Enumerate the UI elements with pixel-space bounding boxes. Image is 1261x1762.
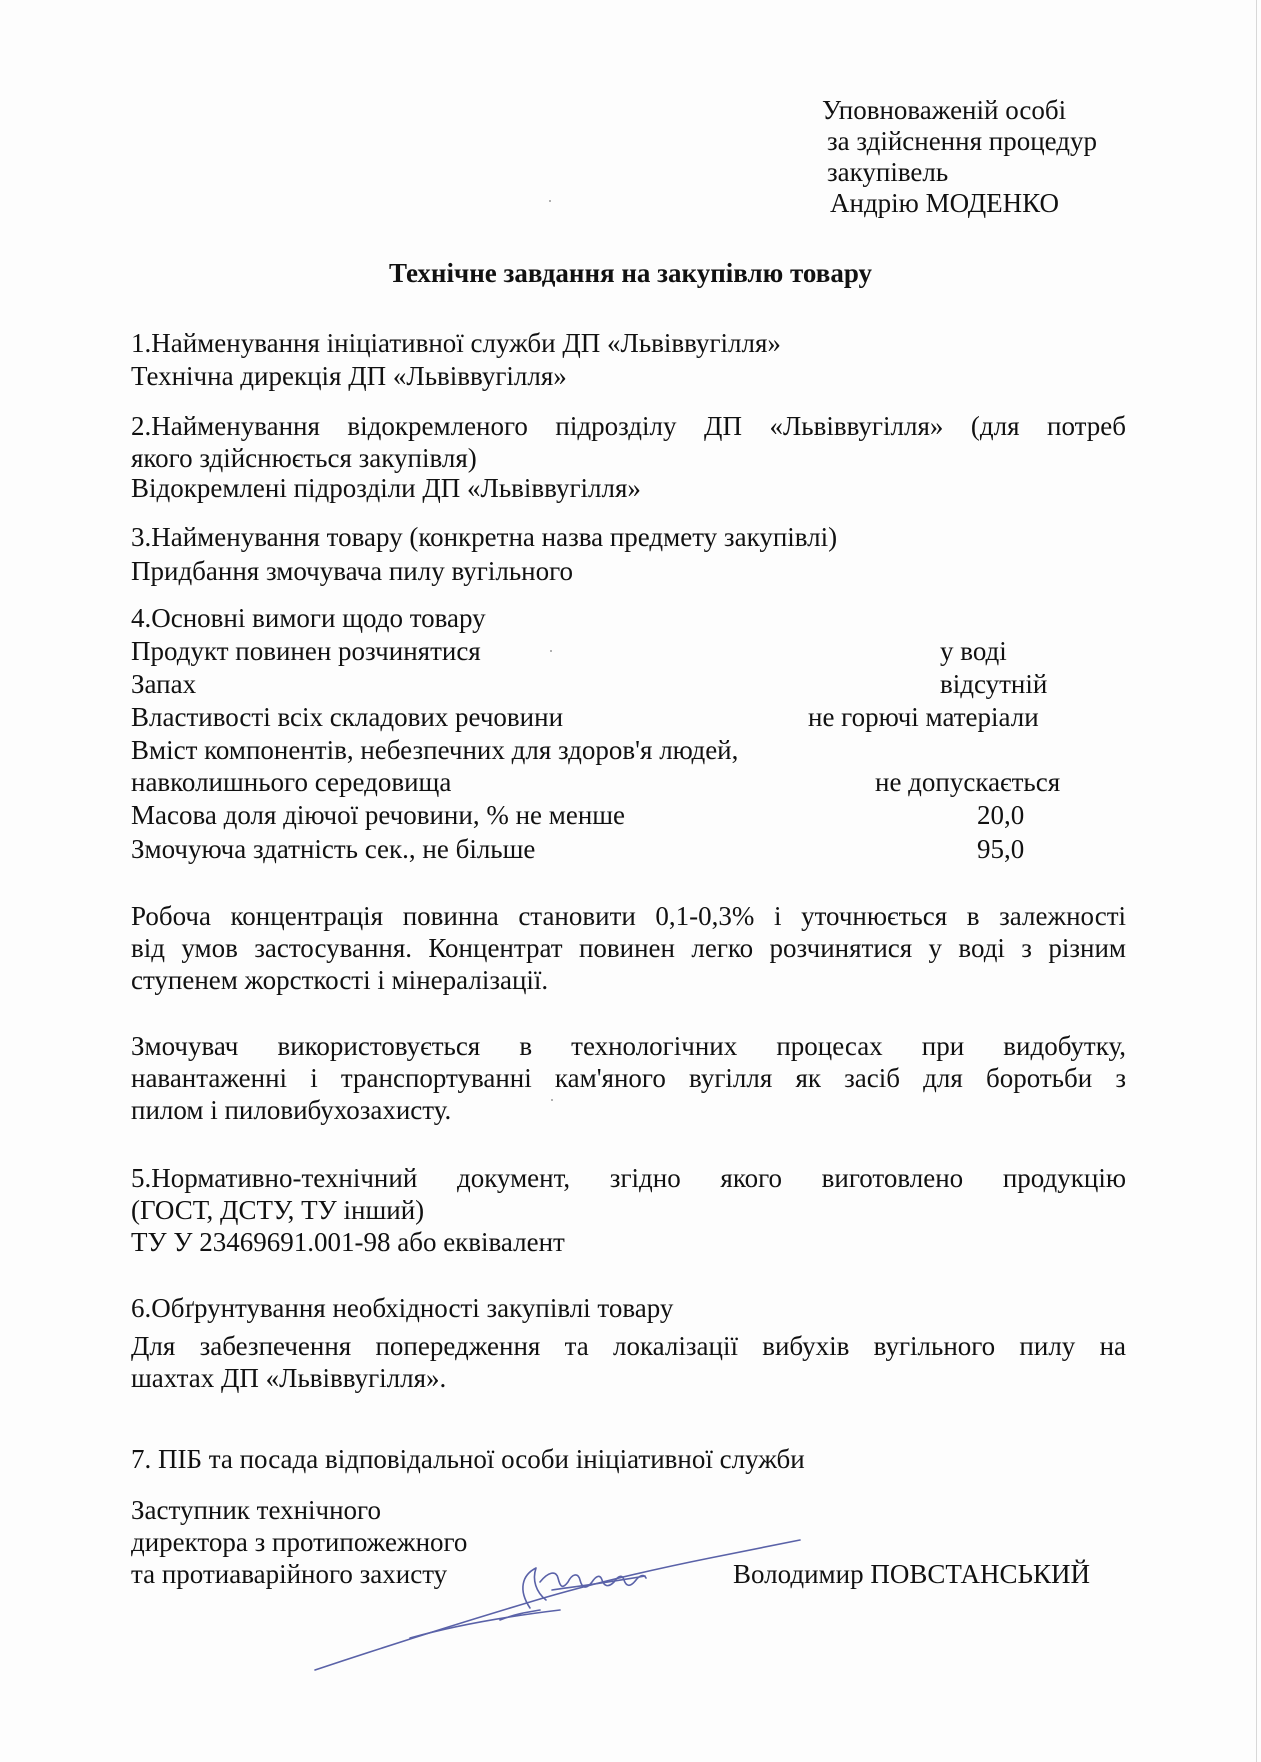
requirement-label: Запах (131, 669, 197, 699)
requirement-value: не допускається (875, 767, 1061, 797)
scan-speck (550, 650, 552, 652)
section5-value: ТУ У 23469691.001-98 або еквівалент (131, 1227, 565, 1257)
signatory-name: Володимир ПОВСТАНСЬКИЙ (733, 1559, 1090, 1589)
section3-value: Придбання змочувача пилу вугільного (131, 556, 573, 586)
section6-value-line: Для забезпечення попередження та локалізації вибухів вугільного пилу на (131, 1331, 1126, 1361)
addressee-line: за здійснення процедур (827, 126, 1098, 156)
signature-stroke (315, 1540, 800, 1670)
requirement-value: не горючі матеріали (808, 702, 1039, 732)
requirement-label: Вміст компонентів, небезпечних для здоров'я людей, (131, 735, 739, 765)
signatory-position: Заступник технічного (131, 1495, 381, 1525)
section3-heading: 3.Найменування товару (конкретна назва предмету закупівлі) (131, 522, 838, 552)
addressee-line: Уповноваженій особі (822, 95, 1067, 125)
paragraph-line: від умов застосування. Концентрат повинен легко розчинятися у воді з різним (131, 933, 1126, 963)
requirement-label: Продукт повинен розчинятися (131, 636, 481, 666)
paragraph-line: Робоча концентрація повинна становити 0,1-0,3% і уточнюється в залежності (131, 901, 1126, 931)
signature-stroke (410, 1610, 560, 1638)
requirement-label: Змочуюча здатність сек., не більше (131, 834, 536, 864)
section2-heading (131, 410, 1126, 474)
concentration-paragraph (131, 900, 1126, 996)
section2-heading-line: якого здійснюється закупівля) (131, 443, 477, 473)
signature-stroke (523, 1568, 546, 1608)
signatory-position: та протиаварійного захисту (131, 1559, 448, 1589)
scan-speck (551, 1099, 553, 1101)
usage-paragraph (131, 1030, 1126, 1126)
paragraph-line: пилом і пиловибухозахисту. (131, 1095, 452, 1125)
section2-value: Відокремлені підрозділи ДП «Львіввугілля» (131, 473, 641, 503)
paragraph-line: ступенем жорсткості і мінералізації. (131, 965, 549, 995)
section6-value-line: шахтах ДП «Львіввугілля». (131, 1363, 447, 1393)
section1-value: Технічна дирекція ДП «Львіввугілля» (131, 361, 567, 391)
addressee-name: Андрію МОДЕНКО (830, 188, 1060, 218)
section2-heading-line: 2.Найменування відокремленого підрозділу ДП «Львіввугілля» (для потреб (131, 411, 1126, 441)
document-title: Технічне завдання на закупівлю товару (388, 258, 872, 288)
addressee-line: закупівель (827, 157, 949, 187)
requirement-label: Властивості всіх складових речовини (131, 702, 564, 732)
section5-heading (131, 1162, 1126, 1226)
section6-value (131, 1330, 1126, 1394)
section6-heading: 6.Обґрунтування необхідності закупівлі товару (131, 1293, 674, 1323)
signature-stroke (552, 1576, 645, 1590)
requirement-value: 20,0 (977, 800, 1025, 830)
paragraph-line: навантаженні і транспортуванні кам'яного вугілля як засіб для боротьби з (131, 1063, 1126, 1093)
requirement-label: навколишнього середовища (131, 767, 452, 797)
section5-heading-line: 5.Нормативно-технічний документ, згідно якого виготовлено продукцію (131, 1163, 1126, 1193)
requirement-value: 95,0 (977, 834, 1025, 864)
requirement-value: у воді (940, 636, 1007, 666)
paragraph-line: Змочувач використовується в технологічних процесах при видобутку, (131, 1031, 1126, 1061)
section5-heading-line: (ГОСТ, ДСТУ, ТУ інший) (131, 1195, 425, 1225)
scan-speck (549, 200, 551, 202)
handwritten-signature (300, 1520, 820, 1680)
requirement-label: Масова доля діючої речовини, % не менше (131, 800, 626, 830)
section1-heading: 1.Найменування ініціативної служби ДП «Львіввугілля» (131, 328, 781, 358)
section7-heading: 7. ПІБ та посада відповідальної особи ініціативної служби (131, 1444, 805, 1474)
addressee-block (822, 95, 1097, 219)
requirement-value: відсутній (940, 669, 1048, 699)
section4-heading: 4.Основні вимоги щодо товару (131, 603, 486, 633)
signatory-position: директора з протипожежного (131, 1527, 468, 1557)
